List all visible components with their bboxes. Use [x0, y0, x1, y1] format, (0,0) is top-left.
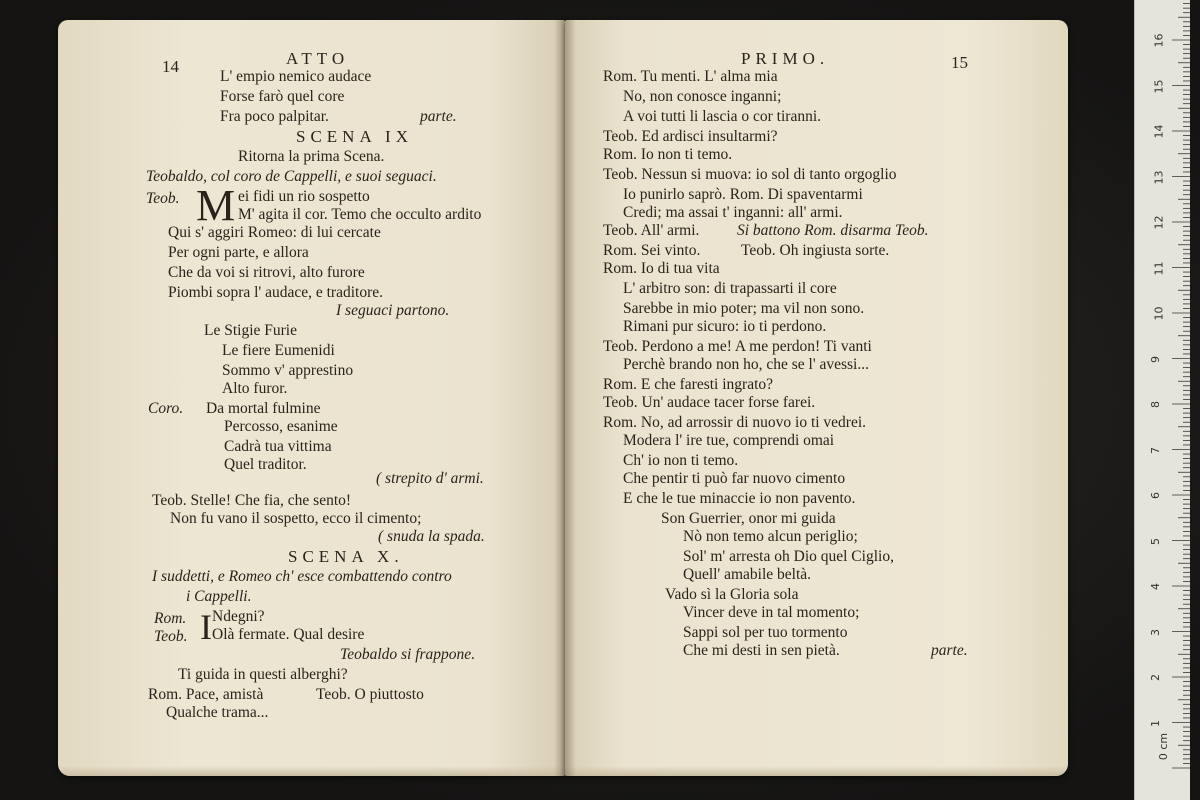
- verse-line: Alto furor.: [222, 380, 288, 397]
- open-book: [58, 20, 1068, 782]
- verse-line: Sarebbe in mio poter; ma vil non sono.: [623, 300, 865, 317]
- running-header: ATTO: [286, 49, 350, 68]
- stage-direction: I suddetti, e Romeo ch' esce combattendo contro: [152, 568, 452, 585]
- verse-line: ei fidi un rio sospetto: [238, 188, 370, 205]
- speaker-label: Rom.: [154, 610, 187, 627]
- verse-line: Rom. Sei vinto.: [603, 242, 701, 259]
- verse-line: Forse farò quel core: [220, 88, 345, 105]
- ruler-number: 5: [1149, 537, 1162, 545]
- stage-direction: parte.: [931, 642, 968, 659]
- stage-note: Ritorna la prima Scena.: [238, 148, 385, 165]
- stage-direction: Si battono Rom. disarma Teob.: [737, 222, 929, 239]
- verse-line: Rom. Io non ti temo.: [603, 146, 733, 163]
- verse-line: Rom. E che faresti ingrato?: [603, 376, 774, 393]
- ruler-number: 1: [1149, 719, 1162, 727]
- verse-line: Teob. O piuttosto: [316, 686, 424, 703]
- ruler-number: 4: [1149, 583, 1162, 590]
- verse-line: Vado sì la Gloria sola: [665, 586, 799, 603]
- verse-line: Sommo v' apprestino: [222, 362, 354, 379]
- page-edge: [58, 766, 565, 776]
- ruler-number: 10: [1152, 306, 1166, 321]
- ruler-number: 11: [1152, 261, 1166, 275]
- verse-line: Ch' io non ti temo.: [623, 452, 739, 469]
- verse-line: Che pentir ti può far nuovo cimento: [623, 470, 846, 487]
- ruler-number: 2: [1149, 674, 1162, 681]
- stage-direction: Teobaldo, col coro de Cappelli, e suoi seguaci.: [146, 168, 437, 185]
- verse-line: Piombi sopra l' audace, e traditore.: [168, 284, 383, 301]
- verse-line: Rimani pur sicuro: io ti perdono.: [623, 318, 827, 335]
- verse-line: Credi; ma assai t' inganni: all' armi.: [623, 204, 843, 221]
- book-gutter: [554, 20, 576, 776]
- ruler-number: 7: [1149, 446, 1162, 454]
- drop-cap: M: [196, 181, 236, 230]
- drop-cap: I: [200, 607, 212, 647]
- verse-line: Rom. Pace, amistà: [148, 686, 264, 703]
- ruler-ticks: [1135, 0, 1190, 800]
- stage-direction: parte.: [420, 108, 457, 125]
- ruler-number: 14: [1152, 124, 1166, 139]
- stage-direction: I seguaci partono.: [336, 302, 450, 319]
- right-page: [565, 20, 1068, 776]
- verse-line: No, non conosce inganni;: [623, 88, 782, 105]
- speaker-label: Coro.: [148, 400, 184, 417]
- verse-line: Rom. Tu menti. L' alma mia: [603, 68, 778, 85]
- verse-line: Cadrà tua vittima: [224, 438, 332, 455]
- verse-line: Teob. Stelle! Che fia, che sento!: [152, 492, 352, 509]
- page-number: 14: [162, 57, 179, 76]
- ruler-number: 8: [1149, 401, 1162, 408]
- verse-line: Percosso, esanime: [224, 418, 338, 435]
- stage-direction: Teobaldo si frappone.: [340, 646, 476, 663]
- verse-line: Teob. Ed ardisci insultarmi?: [603, 128, 778, 145]
- verse-line: Teob. Un' audace tacer forse farei.: [603, 394, 816, 411]
- verse-line: Vincer deve in tal momento;: [683, 604, 860, 621]
- speaker-label: Teob.: [146, 190, 180, 207]
- verse-line: Non fu vano il sospetto, ecco il cimento;: [170, 510, 422, 527]
- verse-line: Io punirlo saprò. Rom. Di spaventarmi: [623, 186, 863, 203]
- verse-line: Olà fermate. Qual desire: [212, 626, 365, 643]
- verse-line: Rom. No, ad arrossir di nuovo io ti vedrei.: [603, 414, 867, 431]
- verse-line: Da mortal fulmine: [206, 400, 321, 417]
- verse-line: L' empio nemico audace: [220, 68, 372, 85]
- measuring-ruler: [1134, 0, 1190, 800]
- ruler-unit-label: 0 cm: [1157, 732, 1171, 761]
- page-number: 15: [951, 53, 968, 72]
- stage-direction: ( snuda la spada.: [378, 528, 485, 545]
- verse-line: Le fiere Eumenidi: [222, 342, 335, 359]
- verse-line: M' agita il cor. Temo che occulto ardito: [238, 206, 482, 223]
- ruler-number: 13: [1152, 170, 1166, 184]
- verse-line: Teob. Nessun si muova: io sol di tanto orgoglio: [603, 166, 897, 183]
- verse-line: Sol' m' arresta oh Dio quel Ciglio,: [683, 548, 894, 565]
- ruler-number: 15: [1152, 79, 1166, 93]
- verse-line: L' arbitro son: di trapassarti il core: [623, 280, 837, 297]
- verse-line: Qualche trama...: [166, 704, 269, 721]
- verse-line: Ndegni?: [212, 608, 265, 625]
- ruler-number: 6: [1149, 492, 1162, 499]
- verse-line: Le Stigie Furie: [204, 322, 297, 339]
- ruler-number: 12: [1152, 215, 1166, 230]
- verse-line: Quell' amabile beltà.: [683, 566, 812, 583]
- verse-line: Quel traditor.: [224, 456, 307, 473]
- verse-line: Modera l' ire tue, comprendi omai: [623, 432, 835, 449]
- verse-line: Rom. Io di tua vita: [603, 260, 720, 277]
- verse-line: Teob. All' armi.: [603, 222, 700, 239]
- ruler-number: 9: [1149, 355, 1162, 363]
- stage-direction: ( strepito d' armi.: [376, 470, 484, 487]
- running-header: PRIMO.: [741, 49, 830, 68]
- verse-line: Perchè brando non ho, che se l' avessi...: [623, 356, 869, 373]
- verse-line: Che da voi si ritrovi, alto furore: [168, 264, 365, 281]
- verse-line: Che mi desti in sen pietà.: [683, 642, 840, 659]
- speaker-label: Teob.: [154, 628, 188, 645]
- verse-line: Teob. Oh ingiusta sorte.: [741, 242, 890, 259]
- verse-line: Son Guerrier, onor mi guida: [661, 510, 836, 527]
- verse-line: Per ogni parte, e allora: [168, 244, 309, 261]
- scene-heading: SCENA IX: [296, 127, 413, 146]
- verse-line: A voi tutti li lascia o cor tiranni.: [623, 108, 822, 125]
- verse-line: Sappi sol per tuo tormento: [683, 624, 848, 641]
- verse-line: Qui s' aggiri Romeo: di lui cercate: [168, 224, 381, 241]
- verse-line: Ti guida in questi alberghi?: [178, 666, 348, 683]
- verse-line: E che le tue minaccie io non pavento.: [623, 490, 856, 507]
- verse-line: Nò non temo alcun periglio;: [683, 528, 858, 545]
- verse-line: Teob. Perdono a me! A me perdon! Ti vanti: [603, 338, 872, 355]
- stage-direction: i Cappelli.: [186, 588, 252, 605]
- left-page: [58, 20, 565, 776]
- verse-line: Fra poco palpitar.: [220, 108, 329, 125]
- page-edge: [565, 766, 1068, 776]
- ruler-number: 3: [1149, 628, 1162, 636]
- ruler-number: 16: [1152, 33, 1166, 48]
- scene-heading: SCENA X.: [288, 547, 404, 566]
